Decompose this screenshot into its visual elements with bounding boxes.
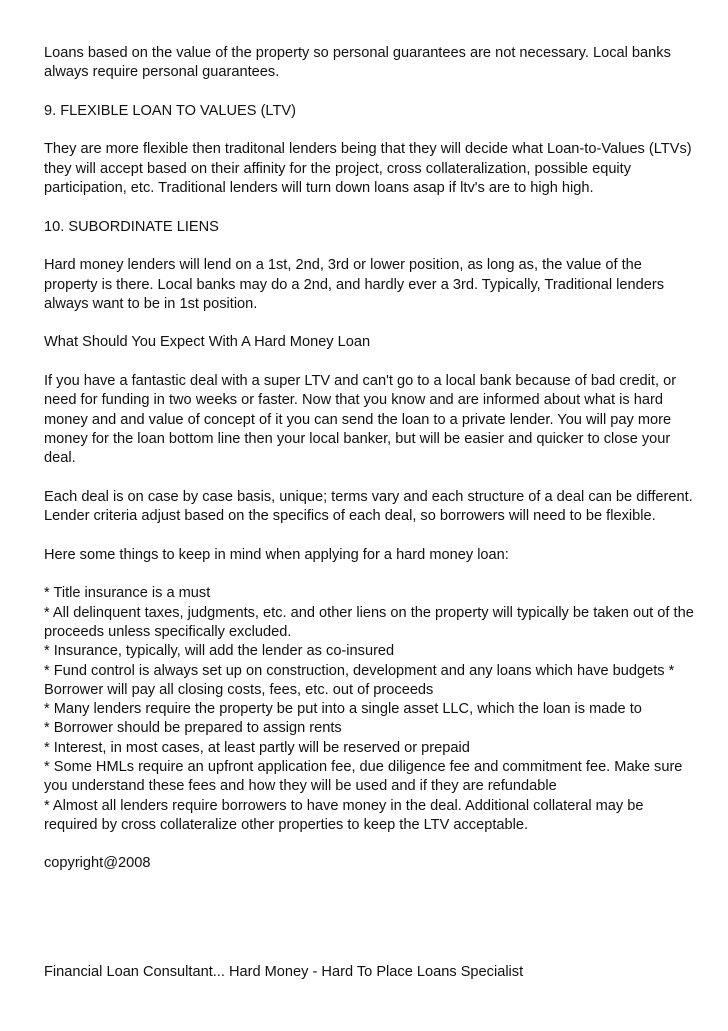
heading-subordinate-liens: 10. SUBORDINATE LIENS [44, 218, 219, 235]
paragraph-flexible-ltv: They are more flexible then traditonal lenders being that they will decide what Loan-to-Values (LTVs) they will accept based on their affinity for the project, cross collateralization, possible equity participation, etc. Traditional lenders will turn down loans asap if ltv's are to high high. [44, 141, 692, 197]
list-item: * Interest, in most cases, at least partly will be reserved or prepaid [44, 739, 470, 756]
paragraph-case-by-case: Each deal is on case by case basis, unique; terms vary and each structure of a deal can be different. Lender criteria adjust based on the specifics of each deal, so borrowers will need to be flexible. [44, 488, 693, 525]
list-item: * Some HMLs require an upfront application fee, due diligence fee and commitment fee. Make sure you understand these fees and how they will be used and if they are refundable [44, 758, 683, 795]
paragraph-guarantees: Loans based on the value of the property so personal guarantees are not necessary. Local banks always require personal guarantees. [44, 45, 671, 81]
paragraph-fantastic-deal: If you have a fantastic deal with a super LTV and can't go to a local bank because of bad credit, or need for funding in two weeks or faster. Now that you know and are informed about what is hard money and and value of concept of it you can send the loan to a private lender. You will pay more money for the loan bottom line then your local banker, but will be easier and quicker to close your deal. [44, 373, 677, 467]
heading-what-to-expect: What Should You Expect With A Hard Money Loan [44, 334, 371, 351]
paragraph-things-to-keep-in-mind: Here some things to keep in mind when applying for a hard money loan: [44, 546, 509, 563]
list-item: * Borrower should be prepared to assign rents [44, 720, 342, 737]
document-body [44, 44, 694, 874]
page-footer: Financial Loan Consultant... Hard Money - Hard To Place Loans Specialist [44, 964, 524, 980]
paragraph-subordinate-liens: Hard money lenders will lend on a 1st, 2nd, 3rd or lower position, as long as, the value of the property is there. Local banks may do a 2nd, and hardly ever a 3rd. Typically, Traditional lenders always want to be in 1st position. [44, 257, 665, 312]
list-item: * Many lenders require the property be put into a single asset LLC, which the loan is made to [44, 701, 642, 718]
list-item: * Insurance, typically, will add the lender as co-insured [44, 643, 395, 660]
list-item: * Fund control is always set up on construction, development and any loans which have budgets * Borrower will pay all closing costs, fees, etc. out of proceeds [44, 662, 675, 698]
list-item: * Title insurance is a must [44, 585, 211, 602]
list-item: * Almost all lenders require borrowers to have money in the deal. Additional collateral may be required by cross collateralize other properties to keep the LTV acceptable. [44, 797, 644, 833]
list-item: * All delinquent taxes, judgments, etc. and other liens on the property will typically be taken out of the proceeds unless specifically excluded. [44, 604, 694, 640]
copyright-text: copyright@2008 [44, 855, 151, 872]
heading-flexible-ltv: 9. FLEXIBLE LOAN TO VALUES (LTV) [44, 102, 296, 119]
bullet-list [44, 584, 694, 835]
